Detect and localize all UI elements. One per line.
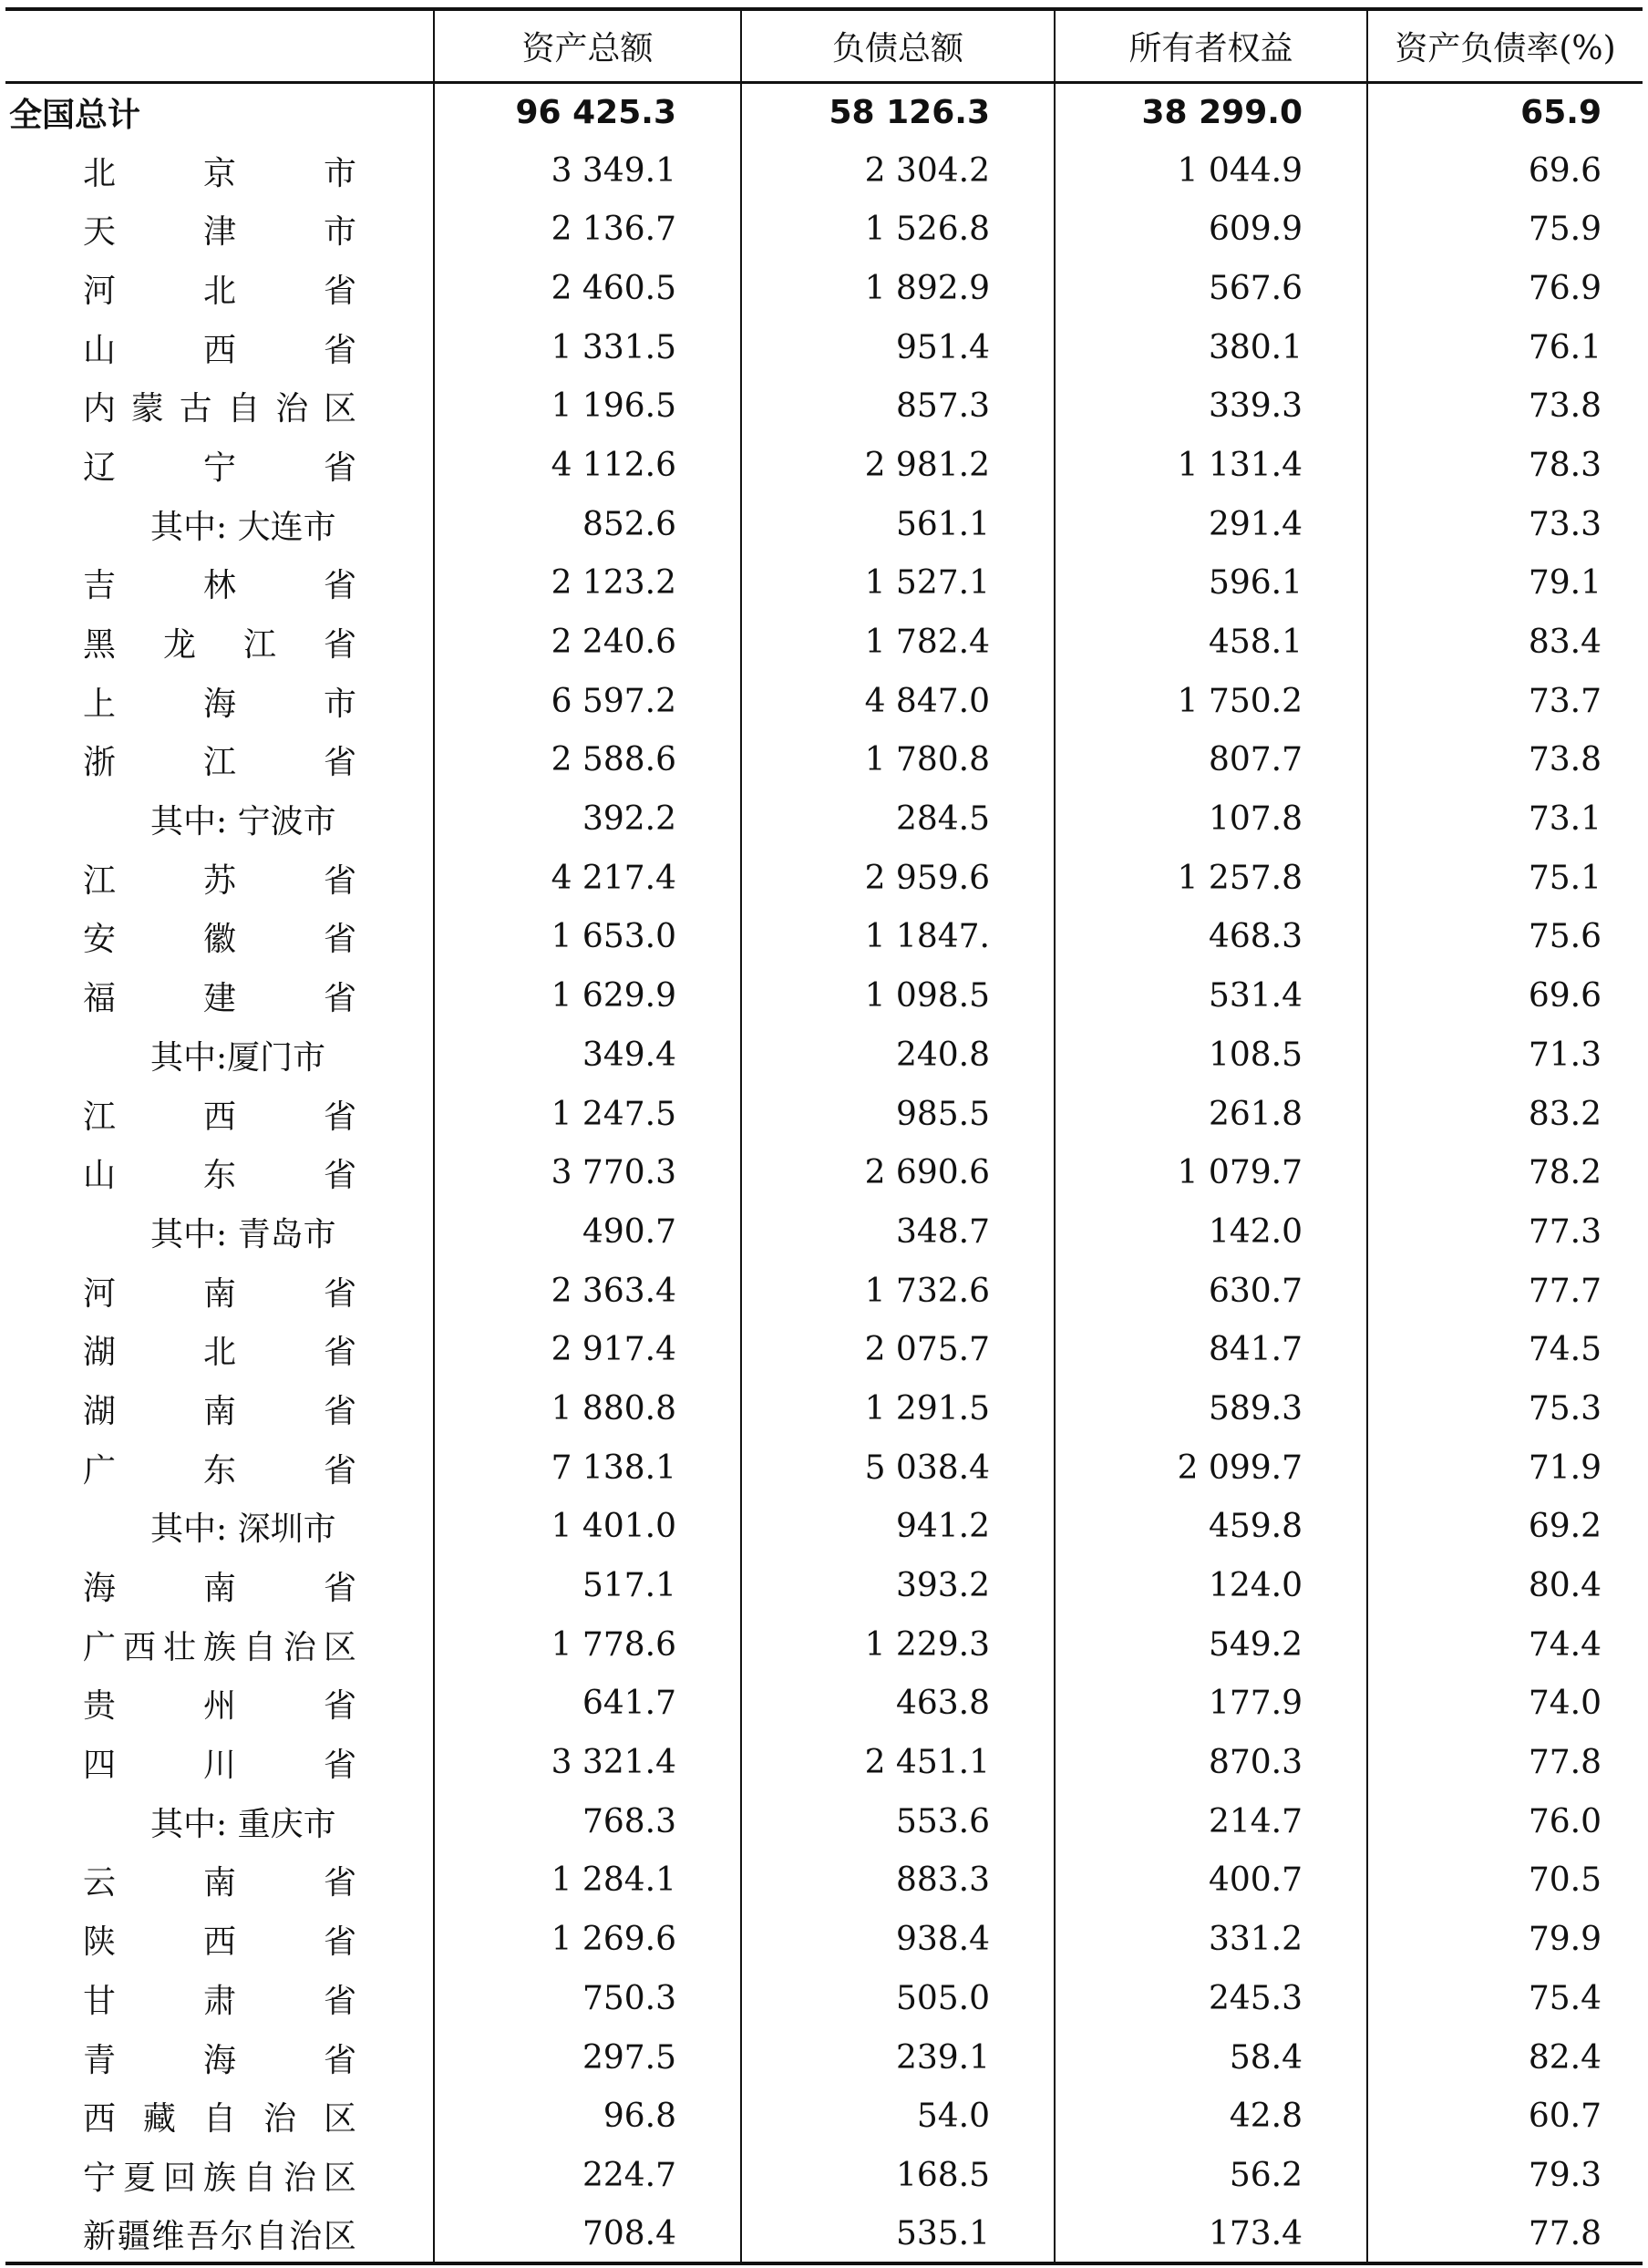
sub-city-name: 其中: 宁波市 bbox=[150, 803, 336, 841]
table-row bbox=[5, 966, 1643, 1026]
region-name-cell bbox=[5, 495, 434, 554]
owners-equity-cell: 1 750.2 bbox=[1055, 672, 1367, 731]
table-row bbox=[5, 318, 1643, 377]
owners-equity-cell: 870.3 bbox=[1055, 1733, 1367, 1792]
total-liabilities-cell: 2 959.6 bbox=[741, 849, 1055, 908]
table-row bbox=[5, 1851, 1643, 1911]
region-name-cell bbox=[5, 318, 434, 377]
region-name-cell bbox=[5, 1733, 434, 1792]
region-name: 河 南 省 bbox=[83, 1274, 356, 1313]
total-liabilities-cell: 553.6 bbox=[741, 1792, 1055, 1851]
total-assets-cell: 96.8 bbox=[434, 2087, 741, 2146]
total-assets-cell: 517.1 bbox=[434, 1556, 741, 1615]
debt-ratio-cell: 76.9 bbox=[1367, 259, 1643, 318]
owners-equity-cell: 400.7 bbox=[1055, 1851, 1367, 1911]
total-liabilities-cell: 941.2 bbox=[741, 1498, 1055, 1557]
region-name-cell bbox=[5, 1379, 434, 1438]
region-name-cell bbox=[5, 200, 434, 259]
region-name: 西 藏 自 治 区 bbox=[83, 2100, 356, 2139]
table-row bbox=[5, 259, 1643, 318]
owners-equity-cell: 1 131.4 bbox=[1055, 436, 1367, 495]
total-liabilities-cell: 951.4 bbox=[741, 318, 1055, 377]
debt-ratio-cell: 75.6 bbox=[1367, 908, 1643, 967]
region-name: 辽 宁 省 bbox=[83, 448, 356, 487]
region-name-cell bbox=[5, 849, 434, 908]
table-row bbox=[5, 1969, 1643, 2028]
total-liabilities-cell: 54.0 bbox=[741, 2087, 1055, 2146]
debt-ratio-cell: 79.1 bbox=[1367, 554, 1643, 613]
region-name: 吉 林 省 bbox=[83, 567, 356, 605]
region-name: 黑 龙 江 省 bbox=[83, 626, 356, 665]
table-row bbox=[5, 672, 1643, 731]
table-row bbox=[5, 613, 1643, 672]
total-liabilities-cell: 393.2 bbox=[741, 1556, 1055, 1615]
region-name: 内 蒙 古 自 治 区 bbox=[83, 390, 356, 428]
header-region bbox=[5, 9, 434, 82]
debt-ratio-cell: 77.8 bbox=[1367, 1733, 1643, 1792]
total-assets-cell: 297.5 bbox=[434, 2028, 741, 2088]
total-liabilities-cell: 1 526.8 bbox=[741, 200, 1055, 259]
debt-ratio-cell: 74.5 bbox=[1367, 1320, 1643, 1379]
debt-ratio-cell: 83.2 bbox=[1367, 1085, 1643, 1144]
owners-equity-cell: 38 299.0 bbox=[1055, 82, 1367, 141]
region-name-cell bbox=[5, 259, 434, 318]
table-row bbox=[5, 141, 1643, 201]
region-name-cell bbox=[5, 731, 434, 790]
owners-equity-cell: 214.7 bbox=[1055, 1792, 1367, 1851]
region-name: 山 东 省 bbox=[83, 1157, 356, 1195]
total-assets-cell: 1 401.0 bbox=[434, 1498, 741, 1557]
total-liabilities-cell: 463.8 bbox=[741, 1675, 1055, 1734]
region-name-cell bbox=[5, 1851, 434, 1911]
header-total-liabilities: 负债总额 bbox=[741, 9, 1055, 82]
debt-ratio-cell: 78.3 bbox=[1367, 436, 1643, 495]
region-name: 海 南 省 bbox=[83, 1570, 356, 1608]
debt-ratio-cell: 75.1 bbox=[1367, 849, 1643, 908]
owners-equity-cell: 124.0 bbox=[1055, 1556, 1367, 1615]
owners-equity-cell: 107.8 bbox=[1055, 789, 1367, 849]
region-name-cell bbox=[5, 966, 434, 1026]
total-liabilities-cell: 5 038.4 bbox=[741, 1438, 1055, 1498]
total-liabilities-cell: 1 732.6 bbox=[741, 1262, 1055, 1321]
owners-equity-cell: 567.6 bbox=[1055, 259, 1367, 318]
total-assets-cell: 1 331.5 bbox=[434, 318, 741, 377]
region-name-cell bbox=[5, 141, 434, 201]
total-assets-cell: 4 217.4 bbox=[434, 849, 741, 908]
total-assets-cell: 6 597.2 bbox=[434, 672, 741, 731]
owners-equity-cell: 841.7 bbox=[1055, 1320, 1367, 1379]
table-row bbox=[5, 1438, 1643, 1498]
region-name: 青 海 省 bbox=[83, 2041, 356, 2079]
table-row bbox=[5, 2146, 1643, 2205]
total-liabilities-cell: 1 1847. bbox=[741, 908, 1055, 967]
total-liabilities-cell: 1 098.5 bbox=[741, 966, 1055, 1026]
total-assets-cell: 3 349.1 bbox=[434, 141, 741, 201]
debt-ratio-cell: 77.3 bbox=[1367, 1202, 1643, 1262]
total-liabilities-cell: 2 981.2 bbox=[741, 436, 1055, 495]
owners-equity-cell: 459.8 bbox=[1055, 1498, 1367, 1557]
region-name-cell bbox=[5, 1969, 434, 2028]
total-liabilities-cell: 168.5 bbox=[741, 2146, 1055, 2205]
total-assets-cell: 768.3 bbox=[434, 1792, 741, 1851]
total-assets-cell: 7 138.1 bbox=[434, 1438, 741, 1498]
region-name: 湖 北 省 bbox=[83, 1334, 356, 1372]
total-liabilities-cell: 1 527.1 bbox=[741, 554, 1055, 613]
debt-ratio-cell: 69.6 bbox=[1367, 141, 1643, 201]
owners-equity-cell: 549.2 bbox=[1055, 1615, 1367, 1675]
total-assets-cell: 96 425.3 bbox=[434, 82, 741, 141]
region-name: 河 北 省 bbox=[83, 272, 356, 310]
table-row bbox=[5, 554, 1643, 613]
table-row bbox=[5, 2087, 1643, 2146]
total-liabilities-cell: 239.1 bbox=[741, 2028, 1055, 2088]
owners-equity-cell: 609.9 bbox=[1055, 200, 1367, 259]
total-liabilities-cell: 1 780.8 bbox=[741, 731, 1055, 790]
total-liabilities-cell: 1 229.3 bbox=[741, 1615, 1055, 1675]
total-assets-cell: 2 917.4 bbox=[434, 1320, 741, 1379]
region-name-cell bbox=[5, 1556, 434, 1615]
region-name: 北 京 市 bbox=[83, 154, 356, 192]
table-row bbox=[5, 731, 1643, 790]
debt-ratio-cell: 69.6 bbox=[1367, 966, 1643, 1026]
table-row bbox=[5, 1320, 1643, 1379]
debt-ratio-cell: 74.4 bbox=[1367, 1615, 1643, 1675]
debt-ratio-cell: 60.7 bbox=[1367, 2087, 1643, 2146]
debt-ratio-cell: 78.2 bbox=[1367, 1143, 1643, 1202]
asset-liability-table bbox=[5, 7, 1643, 2265]
region-name: 新 疆 维 吾 尔 自 治 区 bbox=[83, 2217, 356, 2255]
sub-city-name: 其中: 重庆市 bbox=[150, 1805, 336, 1843]
region-name-cell bbox=[5, 376, 434, 436]
total-liabilities-cell: 1 782.4 bbox=[741, 613, 1055, 672]
owners-equity-cell: 596.1 bbox=[1055, 554, 1367, 613]
table-row bbox=[5, 1792, 1643, 1851]
debt-ratio-cell: 77.7 bbox=[1367, 1262, 1643, 1321]
owners-equity-cell: 108.5 bbox=[1055, 1026, 1367, 1085]
total-liabilities-cell: 2 690.6 bbox=[741, 1143, 1055, 1202]
total-assets-cell: 224.7 bbox=[434, 2146, 741, 2205]
region-name: 广 东 省 bbox=[83, 1451, 356, 1490]
header-debt-ratio: 资产负债率(%) bbox=[1367, 9, 1643, 82]
total-liabilities-cell: 505.0 bbox=[741, 1969, 1055, 2028]
region-name: 云 南 省 bbox=[83, 1864, 356, 1902]
debt-ratio-cell: 75.3 bbox=[1367, 1379, 1643, 1438]
region-name-cell bbox=[5, 2087, 434, 2146]
region-name-cell bbox=[5, 1792, 434, 1851]
owners-equity-cell: 177.9 bbox=[1055, 1675, 1367, 1734]
region-name-cell bbox=[5, 1262, 434, 1321]
total-liabilities-cell: 2 304.2 bbox=[741, 141, 1055, 201]
debt-ratio-cell: 71.9 bbox=[1367, 1438, 1643, 1498]
owners-equity-cell: 468.3 bbox=[1055, 908, 1367, 967]
region-name: 上 海 市 bbox=[83, 685, 356, 723]
table-row bbox=[5, 1675, 1643, 1734]
owners-equity-cell: 58.4 bbox=[1055, 2028, 1367, 2088]
total-liabilities-cell: 1 892.9 bbox=[741, 259, 1055, 318]
region-name-cell bbox=[5, 554, 434, 613]
owners-equity-cell: 339.3 bbox=[1055, 376, 1367, 436]
total-liabilities-cell: 938.4 bbox=[741, 1910, 1055, 1969]
total-assets-cell: 1 247.5 bbox=[434, 1085, 741, 1144]
debt-ratio-cell: 73.1 bbox=[1367, 789, 1643, 849]
table-row bbox=[5, 376, 1643, 436]
table-row bbox=[5, 1026, 1643, 1085]
owners-equity-cell: 589.3 bbox=[1055, 1379, 1367, 1438]
debt-ratio-cell: 73.8 bbox=[1367, 376, 1643, 436]
owners-equity-cell: 380.1 bbox=[1055, 318, 1367, 377]
region-name: 江 苏 省 bbox=[83, 861, 356, 900]
total-liabilities-cell: 857.3 bbox=[741, 376, 1055, 436]
table-body bbox=[5, 82, 1643, 2263]
table-row bbox=[5, 1379, 1643, 1438]
debt-ratio-cell: 73.3 bbox=[1367, 495, 1643, 554]
sub-city-name: 其中: 大连市 bbox=[150, 508, 336, 546]
table-row bbox=[5, 849, 1643, 908]
table-header bbox=[5, 9, 1643, 82]
debt-ratio-cell: 76.0 bbox=[1367, 1792, 1643, 1851]
region-name-cell bbox=[5, 1498, 434, 1557]
table-row bbox=[5, 436, 1643, 495]
total-liabilities-cell: 1 291.5 bbox=[741, 1379, 1055, 1438]
region-name-cell bbox=[5, 1085, 434, 1144]
total-row bbox=[5, 82, 1643, 141]
total-assets-cell: 2 588.6 bbox=[434, 731, 741, 790]
debt-ratio-cell: 79.3 bbox=[1367, 2146, 1643, 2205]
table-row bbox=[5, 1085, 1643, 1144]
table-row bbox=[5, 1143, 1643, 1202]
debt-ratio-cell: 75.9 bbox=[1367, 200, 1643, 259]
region-name: 湖 南 省 bbox=[83, 1392, 356, 1430]
region-name-cell bbox=[5, 1202, 434, 1262]
table-row bbox=[5, 1615, 1643, 1675]
region-name-cell bbox=[5, 672, 434, 731]
table-row bbox=[5, 2205, 1643, 2264]
owners-equity-cell: 2 099.7 bbox=[1055, 1438, 1367, 1498]
region-name: 广 西 壮 族 自 治 区 bbox=[83, 1628, 356, 1666]
region-name: 贵 州 省 bbox=[83, 1687, 356, 1726]
total-liabilities-cell: 348.7 bbox=[741, 1202, 1055, 1262]
debt-ratio-cell: 70.5 bbox=[1367, 1851, 1643, 1911]
region-name: 宁 夏 回 族 自 治 区 bbox=[83, 2159, 356, 2197]
total-assets-cell: 1 196.5 bbox=[434, 376, 741, 436]
sub-city-name: 其中: 青岛市 bbox=[150, 1215, 336, 1253]
debt-ratio-cell: 74.0 bbox=[1367, 1675, 1643, 1734]
table-row bbox=[5, 1498, 1643, 1557]
owners-equity-cell: 807.7 bbox=[1055, 731, 1367, 790]
total-assets-cell: 2 240.6 bbox=[434, 613, 741, 672]
owners-equity-cell: 1 257.8 bbox=[1055, 849, 1367, 908]
region-name: 全国总计 bbox=[9, 96, 141, 134]
total-assets-cell: 1 284.1 bbox=[434, 1851, 741, 1911]
table-row bbox=[5, 1910, 1643, 1969]
total-assets-cell: 490.7 bbox=[434, 1202, 741, 1262]
region-name: 陕 西 省 bbox=[83, 1923, 356, 1962]
total-assets-cell: 1 629.9 bbox=[434, 966, 741, 1026]
header-total-assets: 资产总额 bbox=[434, 9, 741, 82]
table-row bbox=[5, 2028, 1643, 2088]
owners-equity-cell: 261.8 bbox=[1055, 1085, 1367, 1144]
total-assets-cell: 641.7 bbox=[434, 1675, 741, 1734]
debt-ratio-cell: 73.8 bbox=[1367, 731, 1643, 790]
header-row bbox=[5, 9, 1643, 82]
debt-ratio-cell: 71.3 bbox=[1367, 1026, 1643, 1085]
total-assets-cell: 1 880.8 bbox=[434, 1379, 741, 1438]
total-assets-cell: 3 321.4 bbox=[434, 1733, 741, 1792]
region-name-cell bbox=[5, 1438, 434, 1498]
total-liabilities-cell: 561.1 bbox=[741, 495, 1055, 554]
debt-ratio-cell: 77.8 bbox=[1367, 2205, 1643, 2264]
total-liabilities-cell: 58 126.3 bbox=[741, 82, 1055, 141]
debt-ratio-cell: 83.4 bbox=[1367, 613, 1643, 672]
owners-equity-cell: 56.2 bbox=[1055, 2146, 1367, 2205]
owners-equity-cell: 42.8 bbox=[1055, 2087, 1367, 2146]
total-assets-cell: 2 363.4 bbox=[434, 1262, 741, 1321]
owners-equity-cell: 142.0 bbox=[1055, 1202, 1367, 1262]
debt-ratio-cell: 80.4 bbox=[1367, 1556, 1643, 1615]
total-assets-cell: 392.2 bbox=[434, 789, 741, 849]
owners-equity-cell: 1 079.7 bbox=[1055, 1143, 1367, 1202]
region-name: 江 西 省 bbox=[83, 1098, 356, 1136]
total-assets-cell: 4 112.6 bbox=[434, 436, 741, 495]
total-assets-cell: 1 653.0 bbox=[434, 908, 741, 967]
table-row bbox=[5, 908, 1643, 967]
owners-equity-cell: 630.7 bbox=[1055, 1262, 1367, 1321]
total-assets-cell: 750.3 bbox=[434, 1969, 741, 2028]
table-row bbox=[5, 1202, 1643, 1262]
table-row bbox=[5, 789, 1643, 849]
region-name-cell bbox=[5, 789, 434, 849]
total-assets-cell: 852.6 bbox=[434, 495, 741, 554]
debt-ratio-cell: 69.2 bbox=[1367, 1498, 1643, 1557]
region-name-cell bbox=[5, 436, 434, 495]
region-name-cell bbox=[5, 1320, 434, 1379]
total-assets-cell: 2 460.5 bbox=[434, 259, 741, 318]
region-name-cell bbox=[5, 2028, 434, 2088]
table-row bbox=[5, 1262, 1643, 1321]
region-name-cell bbox=[5, 1910, 434, 1969]
region-name-cell bbox=[5, 2205, 434, 2264]
total-liabilities-cell: 2 451.1 bbox=[741, 1733, 1055, 1792]
table-row bbox=[5, 200, 1643, 259]
total-liabilities-cell: 2 075.7 bbox=[741, 1320, 1055, 1379]
region-name-cell bbox=[5, 908, 434, 967]
debt-ratio-cell: 73.7 bbox=[1367, 672, 1643, 731]
region-name: 浙 江 省 bbox=[83, 744, 356, 782]
owners-equity-cell: 331.2 bbox=[1055, 1910, 1367, 1969]
header-owners-equity: 所有者权益 bbox=[1055, 9, 1367, 82]
table-row bbox=[5, 1733, 1643, 1792]
region-name-cell bbox=[5, 1675, 434, 1734]
owners-equity-cell: 173.4 bbox=[1055, 2205, 1367, 2264]
region-name: 四 川 省 bbox=[83, 1747, 356, 1785]
debt-ratio-cell: 79.9 bbox=[1367, 1910, 1643, 1969]
region-name-cell bbox=[5, 2146, 434, 2205]
total-liabilities-cell: 883.3 bbox=[741, 1851, 1055, 1911]
region-name: 甘 肃 省 bbox=[83, 1982, 356, 2020]
total-assets-cell: 2 123.2 bbox=[434, 554, 741, 613]
owners-equity-cell: 531.4 bbox=[1055, 966, 1367, 1026]
total-assets-cell: 1 269.6 bbox=[434, 1910, 741, 1969]
statistics-table-page bbox=[5, 7, 1643, 2265]
total-assets-cell: 349.4 bbox=[434, 1026, 741, 1085]
debt-ratio-cell: 82.4 bbox=[1367, 2028, 1643, 2088]
total-liabilities-cell: 985.5 bbox=[741, 1085, 1055, 1144]
total-assets-cell: 3 770.3 bbox=[434, 1143, 741, 1202]
debt-ratio-cell: 65.9 bbox=[1367, 82, 1643, 141]
sub-city-name: 其中:厦门市 bbox=[150, 1038, 326, 1077]
region-name: 福 建 省 bbox=[83, 980, 356, 1018]
region-name-cell bbox=[5, 1615, 434, 1675]
owners-equity-cell: 245.3 bbox=[1055, 1969, 1367, 2028]
owners-equity-cell: 291.4 bbox=[1055, 495, 1367, 554]
total-liabilities-cell: 4 847.0 bbox=[741, 672, 1055, 731]
debt-ratio-cell: 76.1 bbox=[1367, 318, 1643, 377]
total-assets-cell: 1 778.6 bbox=[434, 1615, 741, 1675]
total-liabilities-cell: 240.8 bbox=[741, 1026, 1055, 1085]
owners-equity-cell: 1 044.9 bbox=[1055, 141, 1367, 201]
total-assets-cell: 708.4 bbox=[434, 2205, 741, 2264]
table-row bbox=[5, 1556, 1643, 1615]
debt-ratio-cell: 75.4 bbox=[1367, 1969, 1643, 2028]
region-name-cell bbox=[5, 1143, 434, 1202]
total-liabilities-cell: 535.1 bbox=[741, 2205, 1055, 2264]
total-liabilities-cell: 284.5 bbox=[741, 789, 1055, 849]
region-name: 安 徽 省 bbox=[83, 921, 356, 959]
table-row bbox=[5, 495, 1643, 554]
region-name-cell bbox=[5, 613, 434, 672]
region-name: 山 西 省 bbox=[83, 331, 356, 369]
region-name-cell bbox=[5, 82, 434, 141]
region-name: 天 津 市 bbox=[83, 213, 356, 252]
region-name-cell bbox=[5, 1026, 434, 1085]
sub-city-name: 其中: 深圳市 bbox=[150, 1510, 336, 1549]
total-assets-cell: 2 136.7 bbox=[434, 200, 741, 259]
owners-equity-cell: 458.1 bbox=[1055, 613, 1367, 672]
